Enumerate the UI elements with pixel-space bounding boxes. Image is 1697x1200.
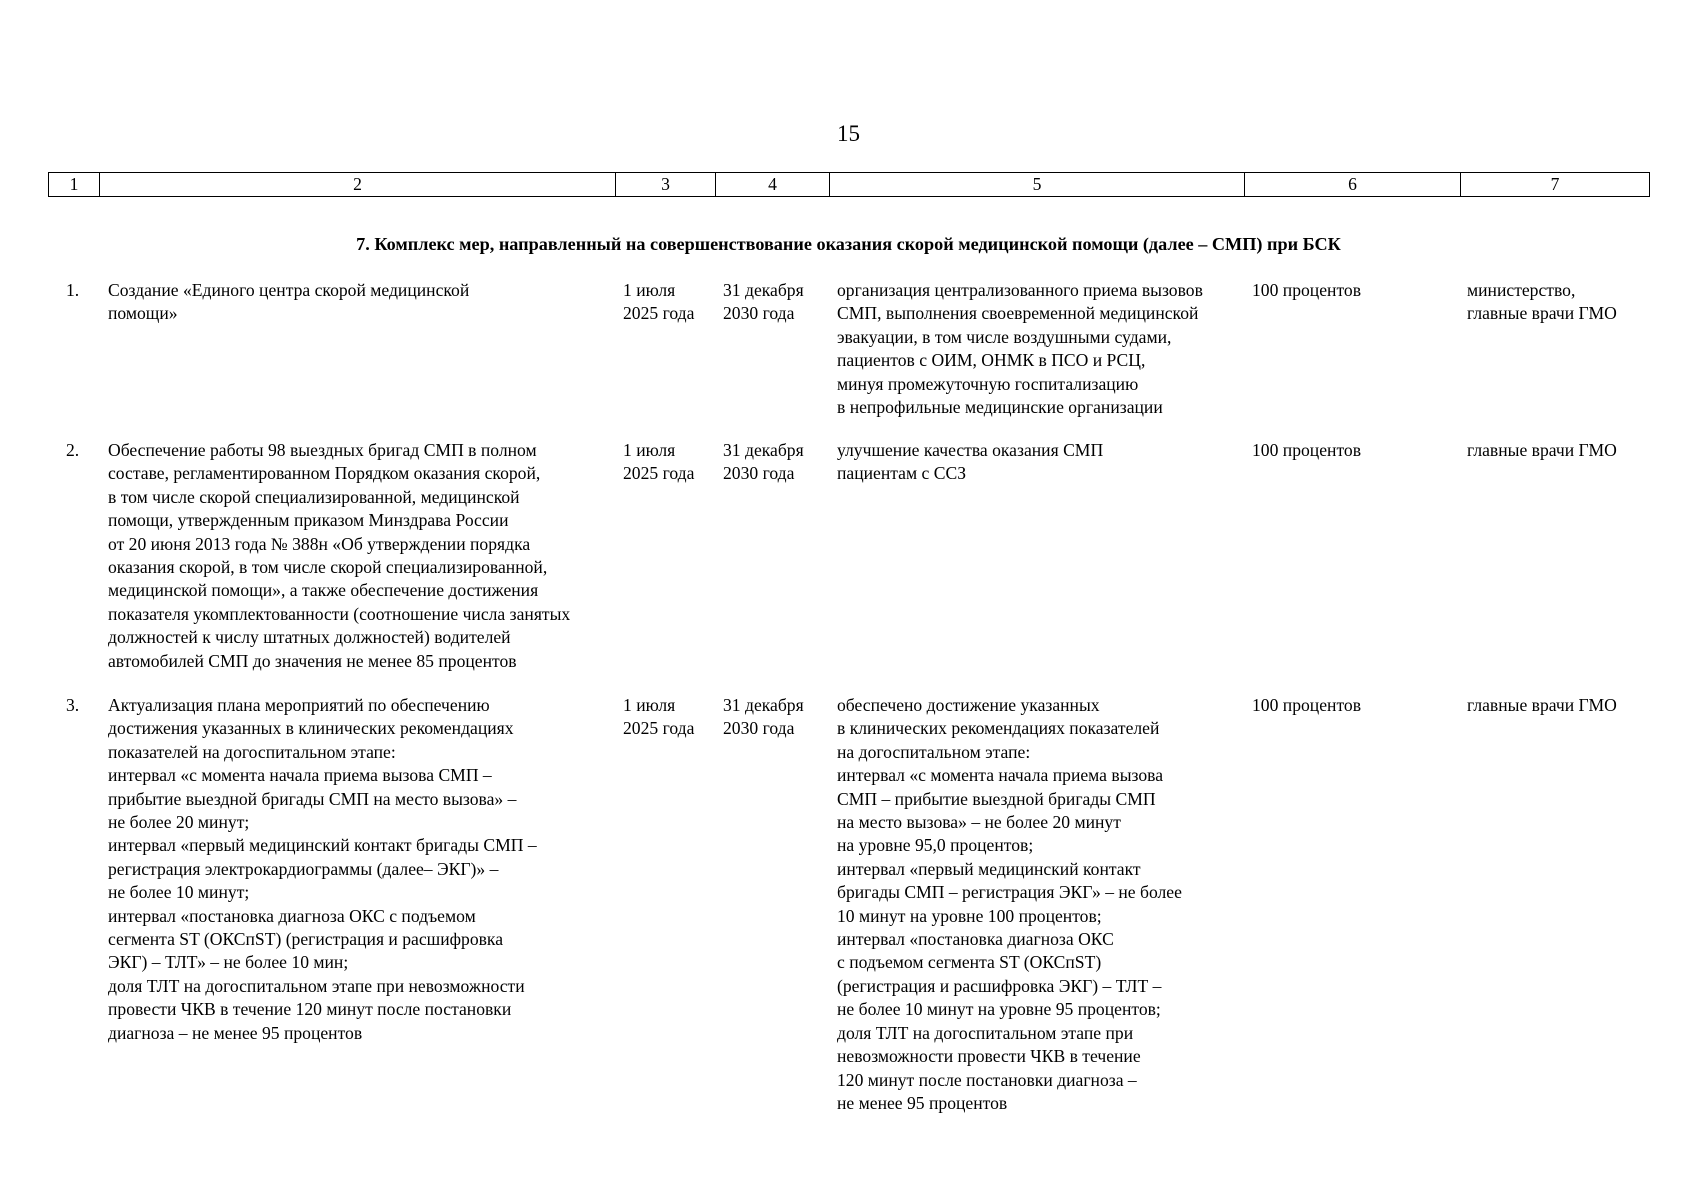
start-date: 1 июля 2025 года [623,440,695,484]
column-number-header [48,172,1650,197]
row-number: 2. [66,440,80,460]
expected-result: обеспечено достижение указанных в клинических рекомендациях показателей на догоспитальном этапе: интервал «с момента начала приема вызова СМП – прибытие выездной бригады СМП на место вызова» – не более 20 минут на уровне 95,0 процентов; интервал «первый медицинский контакт бригады СМП – регистрация ЭКГ» – не более 10 минут на уровне 100 процентов; интервал «постановка диагноза ОКС с подъемом сегмента ST (ОКСпST) (регистрация и расшифровка ЭКГ) – ТЛТ – не более 10 минут на уровне 95 процентов; доля ТЛТ на догоспитальном этапе при невозможности провести ЧКВ в течение 120 минут после постановки диагноза – не менее 95 процентов [837,695,1182,1113]
column-number-4: 4 [716,173,830,197]
measure-text: Создание «Единого центра скорой медицинской помощи» [108,280,470,324]
section-title: 7. Комплекс мер, направленный на совершенствование оказания скорой медицинской помощи (далее – СМП) при БСК [356,234,1341,254]
indicator: 100 процентов [1252,695,1361,715]
end-date: 31 декабря 2030 года [723,440,804,484]
column-number-3: 3 [616,173,716,197]
expected-result: улучшение качества оказания СМП пациентам с ССЗ [837,440,1104,484]
expected-result: организация централизованного приема вызовов СМП, выполнения своевременной медицинской эвакуации, в том числе воздушными судами, пациентов с ОИМ, ОНМК в ПСО и РСЦ, минуя промежуточную госпитализацию в непрофильные медицинские организации [837,280,1203,418]
responsible: главные врачи ГМО [1467,695,1617,715]
responsible: главные врачи ГМО [1467,440,1617,460]
start-date: 1 июля 2025 года [623,280,695,324]
start-date: 1 июля 2025 года [623,695,695,739]
end-date: 31 декабря 2030 года [723,280,804,324]
indicator: 100 процентов [1252,280,1361,300]
indicator: 100 процентов [1252,440,1361,460]
column-number-2: 2 [100,173,616,197]
responsible: министерство, главные врачи ГМО [1467,280,1617,324]
column-number-1: 1 [49,173,100,197]
measure-text: Актуализация плана мероприятий по обеспечению достижения указанных в клинических рекомендациях показателей на догоспитальном этапе: интервал «с момента начала приема вызова СМП – прибытие выездной бригады СМП на место вызова» – не более 20 минут; интервал «первый медицинский контакт бригады СМП – регистрация электрокардиограммы (далее– ЭКГ)» – не более 10 минут; интервал «постановка диагноза ОКС с подъемом сегмента ST (ОКСпST) (регистрация и расшифровка ЭКГ) – ТЛТ» – не более 10 мин; доля ТЛТ на догоспитальном этапе при невозможности провести ЧКВ в течение 120 минут после постановки диагноза – не менее 95 процентов [108,695,537,1043]
column-number-7: 7 [1461,173,1650,197]
column-number-5: 5 [830,173,1245,197]
measure-text: Обеспечение работы 98 выездных бригад СМП в полном составе, регламентированном Порядком оказания скорой, в том числе скорой специализированной, медицинской помощи, утвержденным приказом Минздрава России от 20 июня 2013 года № 388н «Об утверждении порядка оказания скорой, в том числе скорой специализированной, медицинской помощи», а также обеспечение достижения показателя укомплектованности (соотношение числа занятых должностей к числу штатных должностей) водителей автомобилей СМП до значения не менее 85 процентов [108,440,571,671]
page-number: 15 [837,121,860,146]
end-date: 31 декабря 2030 года [723,695,804,739]
row-number: 3. [66,695,80,715]
column-number-6: 6 [1245,173,1461,197]
row-number: 1. [66,280,80,300]
